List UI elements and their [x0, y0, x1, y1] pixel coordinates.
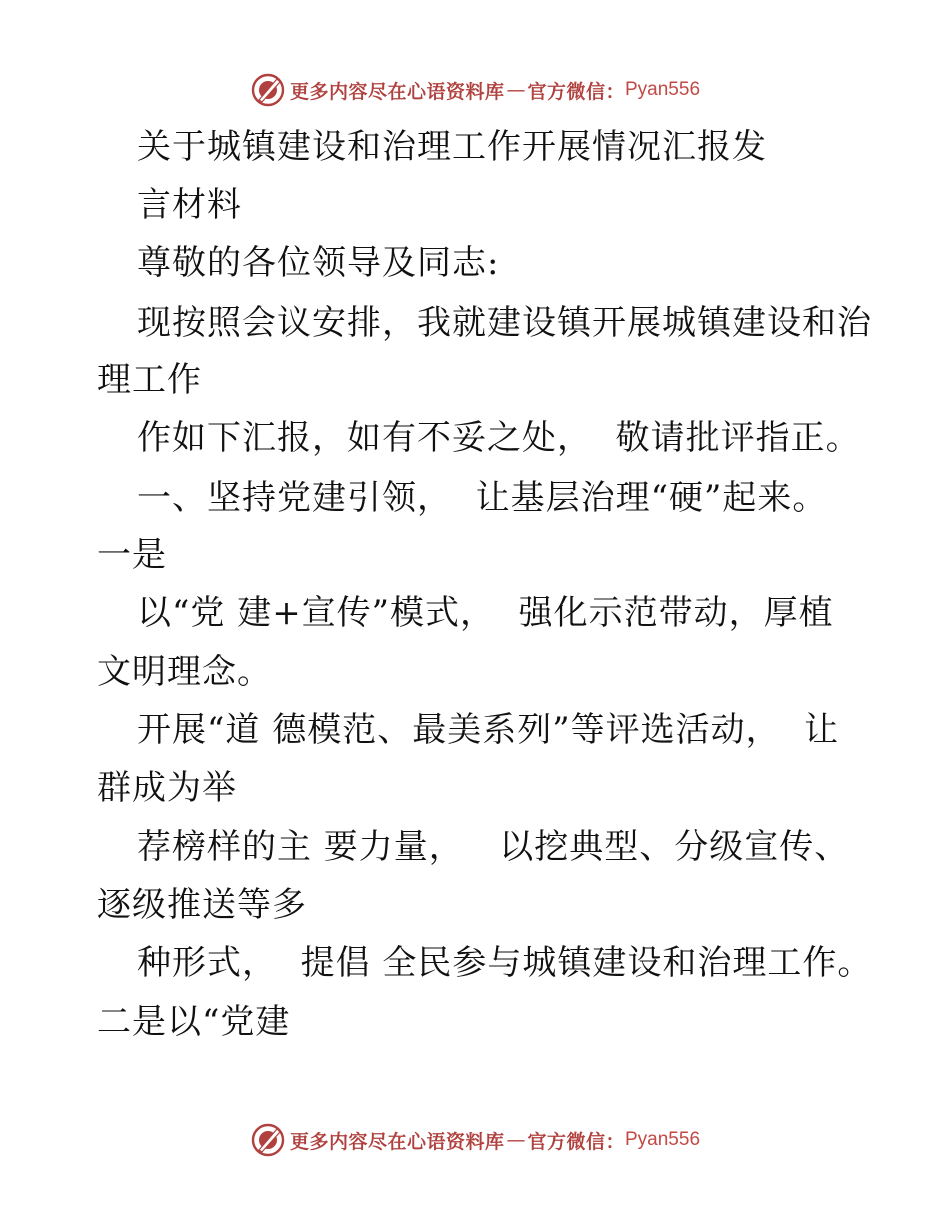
watermark-separator: — — [506, 1129, 526, 1151]
doc-line: 关于城镇建设和治理工作开展情况汇报发 — [137, 127, 767, 167]
watermark-id: Pyan556 — [625, 79, 701, 100]
watermark-suffix: 官方微信： — [527, 80, 625, 103]
footer-watermark — [0, 1120, 950, 1160]
doc-line: 尊敬的各位领导及同志: — [137, 243, 500, 283]
doc-line: 二是以“党建 — [97, 1002, 291, 1042]
doc-line: 种形式， 提倡 全民参与城镇建设和治理工作。 — [137, 943, 873, 983]
watermark-id: Pyan556 — [625, 1129, 701, 1150]
doc-line: 理工作 — [97, 360, 202, 400]
watermark-separator: — — [506, 79, 526, 101]
doc-line: 文明理念。 — [97, 652, 272, 692]
quill-pen-logo-icon — [250, 1122, 286, 1158]
doc-line: 一、坚持党建引领， 让基层治理“硬”起来。 — [137, 478, 828, 518]
doc-line: 作如下汇报，如有不妥之处， 敬请批评指正。 — [137, 418, 861, 458]
doc-line: 群成为举 — [97, 768, 237, 808]
doc-line: 现按照会议安排，我就建设镇开展城镇建设和治 — [137, 303, 872, 343]
watermark-text: 更多内容尽在心语资料库 — [289, 1130, 505, 1153]
doc-line: 言材料 — [137, 185, 242, 225]
watermark-text: 更多内容尽在心语资料库 — [289, 80, 505, 103]
doc-line: 荐榜样的主 要力量， 以挖典型、分级宣传、 — [137, 827, 850, 867]
doc-line: 一是 — [97, 535, 167, 575]
watermark-suffix: 官方微信： — [527, 1130, 625, 1153]
doc-line: 以“党 建+宣传”模式， 强化示范带动，厚植 — [137, 593, 834, 633]
doc-line: 开展“道 德模范、最美系列”等评选活动， 让 — [137, 710, 840, 750]
doc-line: 逐级推送等多 — [97, 885, 307, 925]
